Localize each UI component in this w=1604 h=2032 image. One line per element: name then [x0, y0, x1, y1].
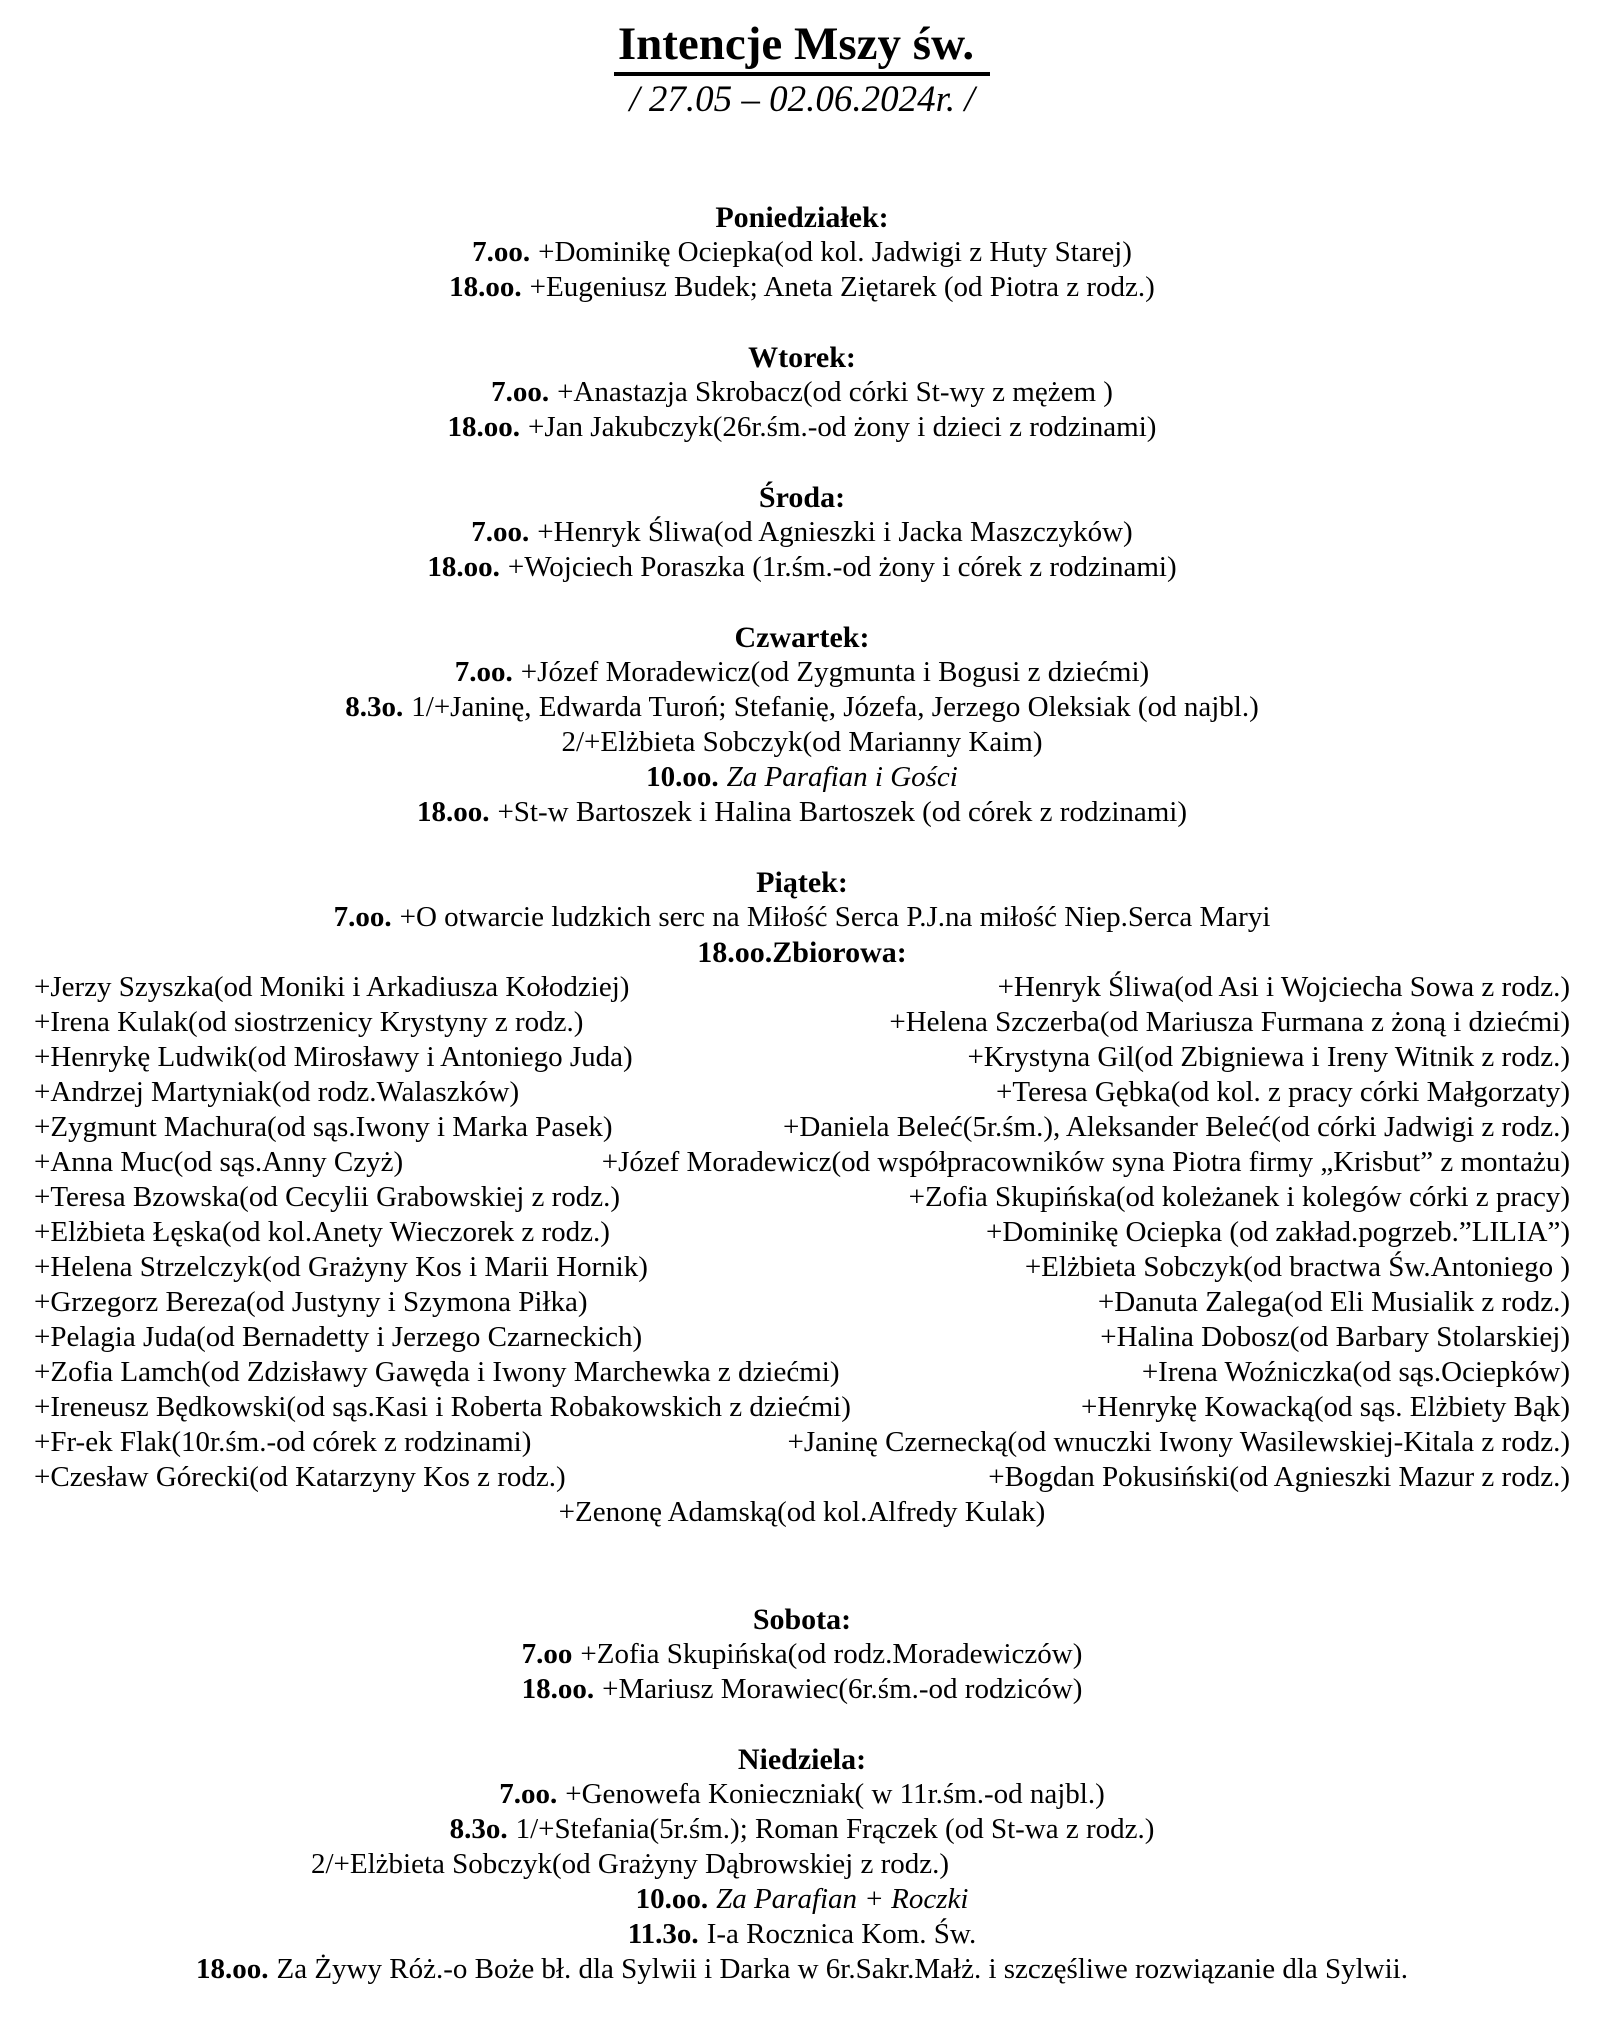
intention-left: +Elżbieta Łęska(od kol.Anety Wieczorek z rodz.): [34, 1216, 610, 1248]
mass-line: [0, 1882, 1604, 1917]
collective-intentions-row: [0, 970, 1604, 1005]
day-section-wednesday: [0, 480, 1604, 585]
mass-time: 18.oo.: [449, 271, 522, 303]
intention-left: +Fr-ek Flak(10r.śm.-od córek z rodzinami): [34, 1426, 532, 1458]
intention-right: +Irena Woźniczka(od sąs.Ociepków): [1141, 1356, 1570, 1388]
mass-line: [0, 550, 1604, 585]
collective-intentions-row: [0, 1250, 1604, 1285]
mass-time: 18.oo.: [195, 1953, 269, 1985]
mass-time: 7.oo.: [499, 1778, 558, 1810]
mass-line: [0, 375, 1604, 410]
mass-line: [0, 1672, 1604, 1707]
intention-right: +Bogdan Pokusiński(od Agnieszki Mazur z rodz.): [988, 1461, 1570, 1493]
intention-right: +Krystyna Gil(od Zbigniewa i Ireny Witnik z rodz.): [967, 1041, 1570, 1073]
intention-right: +Józef Moradewicz(od współpracowników syna Piotra firmy „Krisbut” z montażu): [601, 1146, 1570, 1178]
mass-time: 7.oo: [521, 1638, 573, 1670]
mass-intention: +Genowefa Konieczniak( w 11r.śm.-od najbl.): [565, 1778, 1105, 1810]
intention-right: +Janinę Czernecką(od wnuczki Iwony Wasilewskiej-Kitala z rodz.): [787, 1426, 1570, 1458]
mass-time: 10.oo.: [646, 761, 719, 793]
intention-right: +Elżbieta Sobczyk(od bractwa Św.Antoniego ): [1024, 1251, 1570, 1283]
mass-time: 7.oo.: [454, 656, 513, 688]
mass-time: 10.oo.: [635, 1883, 709, 1915]
document-header: [0, 18, 1604, 122]
mass-time: 8.3o.: [345, 691, 404, 723]
mass-line: [0, 270, 1604, 305]
mass-line: [0, 1777, 1604, 1812]
intention-left: +Grzegorz Bereza(od Justyny i Szymona Piłka): [34, 1286, 588, 1318]
day-heading: Wtorek:: [748, 341, 856, 374]
intention-right: +Henryk Śliwa(od Asi i Wojciecha Sowa z rodz.): [997, 971, 1570, 1003]
mass-intention: +Mariusz Morawiec(6r.śm.-od rodziców): [602, 1673, 1083, 1705]
intention-right: +Teresa Gębka(od kol. z pracy córki Małgorzaty): [996, 1076, 1570, 1108]
mass-line: [0, 655, 1604, 690]
collective-intentions-row: [0, 1005, 1604, 1040]
mass-line: [0, 1812, 1604, 1847]
mass-intention: +Zofia Skupińska(od rodz.Moradewiczów): [580, 1638, 1083, 1670]
intention-right: +Dominikę Ociepka (od zakład.pogrzeb.”LILIA”): [985, 1216, 1570, 1248]
mass-time: 7.oo.: [471, 516, 530, 548]
mass-line: [0, 690, 1604, 725]
mass-intention: +Dominikę Ociepka(od kol. Jadwigi z Huty Starej): [538, 236, 1132, 268]
day-heading: Czwartek:: [734, 621, 870, 654]
intention-right: +Halina Dobosz(od Barbary Stolarskiej): [1100, 1321, 1570, 1353]
intention-left: +Anna Muc(od sąs.Anny Czyż): [34, 1146, 404, 1178]
mass-intention: +Józef Moradewicz(od Zygmunta i Bogusi z dziećmi): [520, 656, 1150, 688]
intention-left: +Helena Strzelczyk(od Grażyny Kos i Marii Hornik): [34, 1251, 648, 1283]
collective-intentions-row: [0, 1215, 1604, 1250]
mass-time: 18.oo.: [447, 411, 521, 443]
intention-left: +Andrzej Martyniak(od rodz.Walaszków): [34, 1076, 520, 1108]
collective-intentions-row: [0, 1390, 1604, 1425]
collective-intentions-row: [0, 1075, 1604, 1110]
intention-left: +Jerzy Szyszka(od Moniki i Arkadiusza Kołodziej): [34, 971, 630, 1003]
day-heading: Poniedziałek:: [715, 201, 889, 234]
intention-left: +Ireneusz Będkowski(od sąs.Kasi i Roberta Robakowskich z dziećmi): [34, 1391, 851, 1423]
collective-intentions-row: [0, 1355, 1604, 1390]
mass-line: [0, 725, 1604, 760]
collective-intentions-row: [0, 1460, 1604, 1495]
mass-intention: +Wojciech Poraszka (1r.śm.-od żony i córek z rodzinami): [507, 551, 1177, 583]
collective-intentions-row: [0, 1320, 1604, 1355]
intention-right: +Helena Szczerba(od Mariusza Furmana z żoną i dziećmi): [889, 1006, 1570, 1038]
mass-time: 11.3o.: [627, 1918, 699, 1950]
day-section-monday: [0, 200, 1604, 305]
mass-intention: +Anastazja Skrobacz(od córki St-wy z mężem ): [557, 376, 1113, 408]
page-title: Intencje Mszy św.: [614, 18, 990, 76]
mass-intention: +Henryk Śliwa(od Agnieszki i Jacka Maszczyków): [537, 516, 1133, 548]
day-heading: Piątek:: [756, 866, 848, 899]
mass-line: [0, 795, 1604, 830]
day-heading: Sobota:: [752, 1603, 852, 1636]
mass-time: 18.oo.: [427, 551, 500, 583]
intention-right: +Danuta Zalega(od Eli Musialik z rodz.): [1097, 1286, 1570, 1318]
mass-intention: +St-w Bartoszek i Halina Bartoszek (od córek z rodzinami): [497, 796, 1188, 828]
day-section-sunday: [0, 1742, 1604, 1987]
mass-line: [0, 515, 1604, 550]
mass-time: 18.oo.: [416, 796, 490, 828]
day-section-thursday: [0, 620, 1604, 830]
mass-intention: 2/+Elżbieta Sobczyk(od Marianny Kaim): [561, 726, 1043, 758]
mass-time: 7.oo.: [333, 901, 392, 933]
mass-intention: 1/+Janinę, Edwarda Turoń; Stefanię, Józefa, Jerzego Oleksiak (od najbl.): [411, 691, 1259, 723]
mass-intention: +Jan Jakubczyk(26r.śm.-od żony i dzieci z rodzinami): [528, 411, 1157, 443]
mass-intention: 1/+Stefania(5r.śm.); Roman Frączek (od St-wa z rodz.): [515, 1813, 1155, 1845]
day-heading: Niedziela:: [737, 1743, 867, 1776]
mass-line: [0, 235, 1604, 270]
intention-right: +Henrykę Kowacką(od sąs. Elżbiety Bąk): [1080, 1391, 1570, 1423]
mass-line: [0, 1637, 1604, 1672]
collective-intentions-row: [0, 1145, 1604, 1180]
mass-time: 7.oo.: [472, 236, 531, 268]
day-section-tuesday: [0, 340, 1604, 445]
mass-time: 7.oo.: [491, 376, 550, 408]
day-heading: Środa:: [758, 481, 846, 514]
mass-intention: Za Żywy Róż.-o Boże bł. dla Sylwii i Darka w 6r.Sakr.Małż. i szczęśliwe rozwiązanie dla Sylwii.: [276, 1953, 1408, 1985]
day-section-saturday: [0, 1602, 1604, 1707]
intention-left: +Irena Kulak(od siostrzenicy Krystyny z rodz.): [34, 1006, 584, 1038]
day-section-friday: [0, 865, 1604, 1530]
mass-line: [0, 1952, 1604, 1987]
mass-line: [0, 410, 1604, 445]
intention-right: +Daniela Beleć(5r.śm.), Aleksander Beleć(od córki Jadwigi z rodz.): [783, 1111, 1570, 1143]
mass-intention: Za Parafian + Roczki: [716, 1883, 969, 1915]
intention-left: +Zygmunt Machura(od sąs.Iwony i Marka Pasek): [34, 1111, 613, 1143]
mass-line: [0, 1847, 1432, 1882]
collective-intentions-row: [0, 1040, 1604, 1075]
collective-intentions-row: [0, 1285, 1604, 1320]
intention-left: +Pelagia Juda(od Bernadetty i Jerzego Czarneckich): [34, 1321, 643, 1353]
intention-left: +Zofia Lamch(od Zdzisławy Gawęda i Iwony Marchewka z dziećmi): [34, 1356, 840, 1388]
mass-intention: I-a Rocznica Kom. Św.: [706, 1918, 977, 1950]
mass-intention: +Eugeniusz Budek; Aneta Ziętarek (od Piotra z rodz.): [529, 271, 1155, 303]
mass-intention: Za Parafian i Gości: [726, 761, 958, 793]
mass-time: 18.oo.: [521, 1673, 595, 1705]
collective-intentions-row: [0, 1110, 1604, 1145]
header-spacer: [0, 122, 1604, 200]
intention-left: +Henrykę Ludwik(od Mirosławy i Antoniego Juda): [34, 1041, 633, 1073]
mass-line: [0, 900, 1604, 935]
intention-left: +Teresa Bzowska(od Cecylii Grabowskiej z rodz.): [34, 1181, 621, 1213]
intention-left: +Czesław Górecki(od Katarzyny Kos z rodz.): [34, 1461, 566, 1493]
mass-intention: +O otwarcie ludzkich serc na Miłość Serca P.J.na miłość Niep.Serca Maryi: [399, 901, 1271, 933]
intention-right: +Zofia Skupińska(od koleżanek i kolegów córki z pracy): [908, 1181, 1570, 1213]
mass-time: 8.3o.: [449, 1813, 508, 1845]
collective-intentions-row: [0, 1180, 1604, 1215]
mass-intention: 2/+Elżbieta Sobczyk(od Grażyny Dąbrowskiej z rodz.): [310, 1848, 950, 1880]
mass-line: [0, 1917, 1604, 1952]
collective-intentions-footer: +Zenonę Adamską(od kol.Alfredy Kulak): [558, 1496, 1046, 1528]
date-range: / 27.05 – 02.06.2024r. /: [629, 79, 975, 120]
collective-intentions-row: [0, 1425, 1604, 1460]
mass-line: [0, 760, 1604, 795]
collective-mass-heading: 18.oo.Zbiorowa:: [697, 936, 907, 969]
